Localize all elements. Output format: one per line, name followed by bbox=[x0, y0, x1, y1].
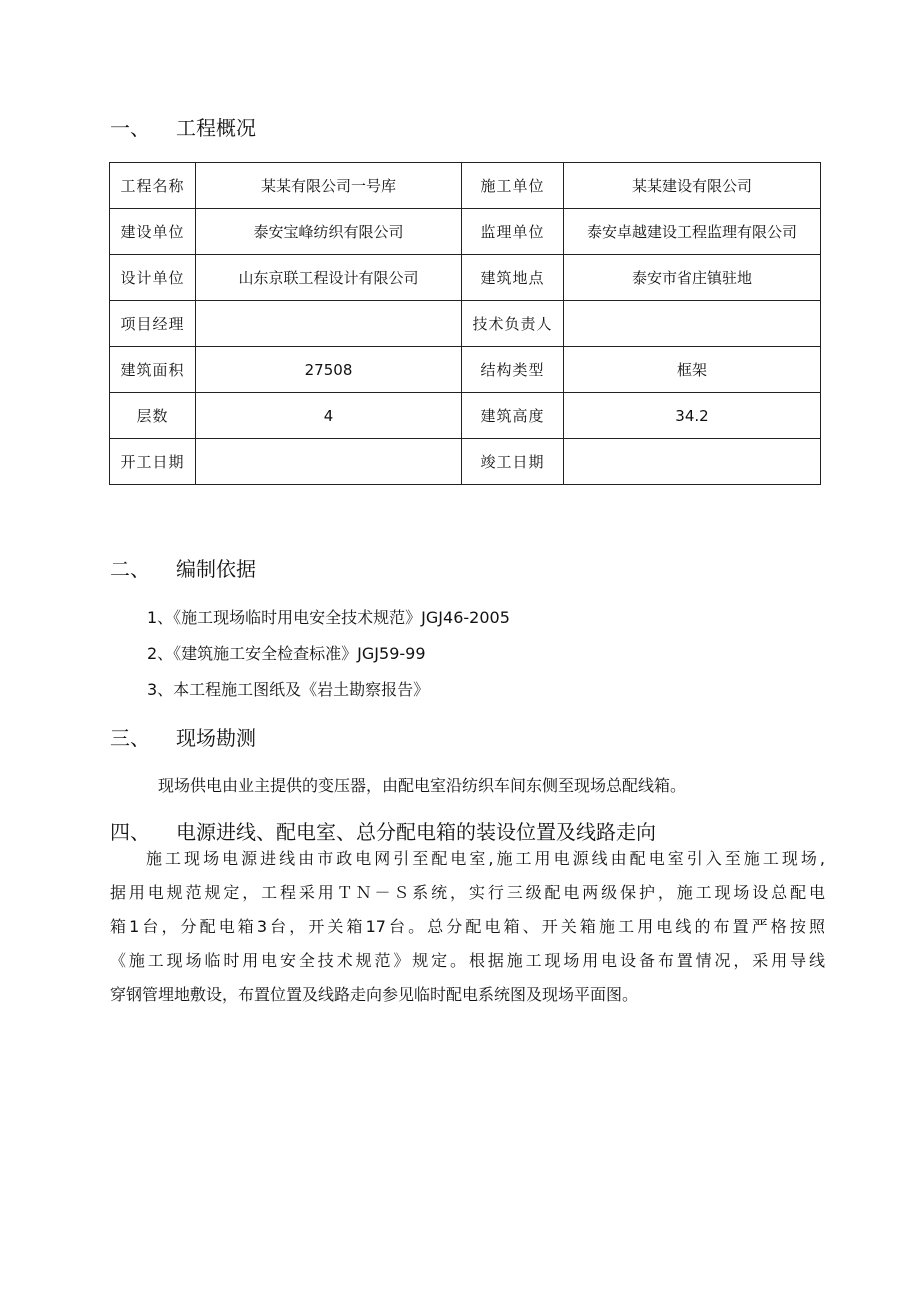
table-label-cell: 监理单位 bbox=[462, 209, 564, 255]
table-value-cell: 泰安市省庄镇驻地 bbox=[564, 255, 821, 301]
list-item: 3、本工程施工图纸及《岩土勘察报告》 bbox=[147, 680, 430, 699]
table-value-cell bbox=[564, 439, 821, 485]
table-label-cell: 竣工日期 bbox=[462, 439, 564, 485]
paragraph-line: 施工现场电源进线由市政电网引至配电室,施工用电源线由配电室引入至施工现场, bbox=[146, 849, 825, 868]
table-label-cell: 工程名称 bbox=[110, 163, 196, 209]
table-value-cell: 框架 bbox=[564, 347, 821, 393]
table-row bbox=[110, 347, 821, 393]
table-label-cell: 开工日期 bbox=[110, 439, 196, 485]
table-label-cell: 建设单位 bbox=[110, 209, 196, 255]
table-value-cell: 山东京联工程设计有限公司 bbox=[196, 255, 462, 301]
section-heading-2 bbox=[110, 555, 256, 583]
section-title: 工程概况 bbox=[176, 116, 256, 140]
paragraph-line: 箱1台，分配电箱3台，开关箱17台。总分配电箱、开关箱施工用电线的布置严格按照 bbox=[110, 917, 825, 936]
paragraph-line: 《施工现场临时用电安全技术规范》规定。根据施工现场用电设备布置情况，采用导线 bbox=[110, 951, 825, 970]
table-value-cell bbox=[196, 301, 462, 347]
table-row bbox=[110, 301, 821, 347]
table-value-cell: 27508 bbox=[196, 347, 462, 393]
table-value-cell bbox=[564, 301, 821, 347]
list-item: 1、《施工现场临时用电安全技术规范》JGJ46-2005 bbox=[147, 608, 510, 627]
list-item: 2、《建筑施工安全检查标准》JGJ59-99 bbox=[147, 644, 426, 663]
section-title: 编制依据 bbox=[176, 557, 256, 581]
table-value-cell: 泰安卓越建设工程监理有限公司 bbox=[564, 209, 821, 255]
table-label-cell: 项目经理 bbox=[110, 301, 196, 347]
table-label-cell: 施工单位 bbox=[462, 163, 564, 209]
table-row bbox=[110, 255, 821, 301]
table-row bbox=[110, 393, 821, 439]
section-number: 一、 bbox=[110, 116, 150, 140]
paragraph-line: 据用电规范规定，工程采用ＴＮ－Ｓ系统，实行三级配电两级保护，施工现场设总配电 bbox=[110, 883, 825, 902]
table-value-cell: 某某有限公司一号库 bbox=[196, 163, 462, 209]
table-value-cell: 4 bbox=[196, 393, 462, 439]
table-row bbox=[110, 439, 821, 485]
table-label-cell: 建筑面积 bbox=[110, 347, 196, 393]
table-label-cell: 技术负责人 bbox=[462, 301, 564, 347]
table-label-cell: 层数 bbox=[110, 393, 196, 439]
section-heading-1 bbox=[110, 114, 256, 142]
table-row bbox=[110, 163, 821, 209]
section-number: 三、 bbox=[110, 726, 150, 750]
paragraph: 现场供电由业主提供的变压器，由配电室沿纺织车间东侧至现场总配线箱。 bbox=[158, 776, 687, 795]
section-title: 电源进线、配电室、总分配电箱的装设位置及线路走向 bbox=[176, 820, 656, 844]
project-overview-table bbox=[109, 162, 821, 485]
paragraph-line: 穿钢管埋地敷设，布置位置及线路走向参见临时配电系统图及现场平面图。 bbox=[110, 985, 639, 1004]
table-label-cell: 建筑高度 bbox=[462, 393, 564, 439]
table-value-cell: 34.2 bbox=[564, 393, 821, 439]
section-heading-3 bbox=[110, 724, 256, 752]
section-number: 二、 bbox=[110, 557, 150, 581]
table-value-cell bbox=[196, 439, 462, 485]
table-label-cell: 建筑地点 bbox=[462, 255, 564, 301]
table-row bbox=[110, 209, 821, 255]
paragraph bbox=[110, 842, 825, 1012]
table-value-cell: 泰安宝峰纺织有限公司 bbox=[196, 209, 462, 255]
table-value-cell: 某某建设有限公司 bbox=[564, 163, 821, 209]
table-label-cell: 设计单位 bbox=[110, 255, 196, 301]
section-title: 现场勘测 bbox=[176, 726, 256, 750]
section-number: 四、 bbox=[110, 820, 150, 844]
table-label-cell: 结构类型 bbox=[462, 347, 564, 393]
